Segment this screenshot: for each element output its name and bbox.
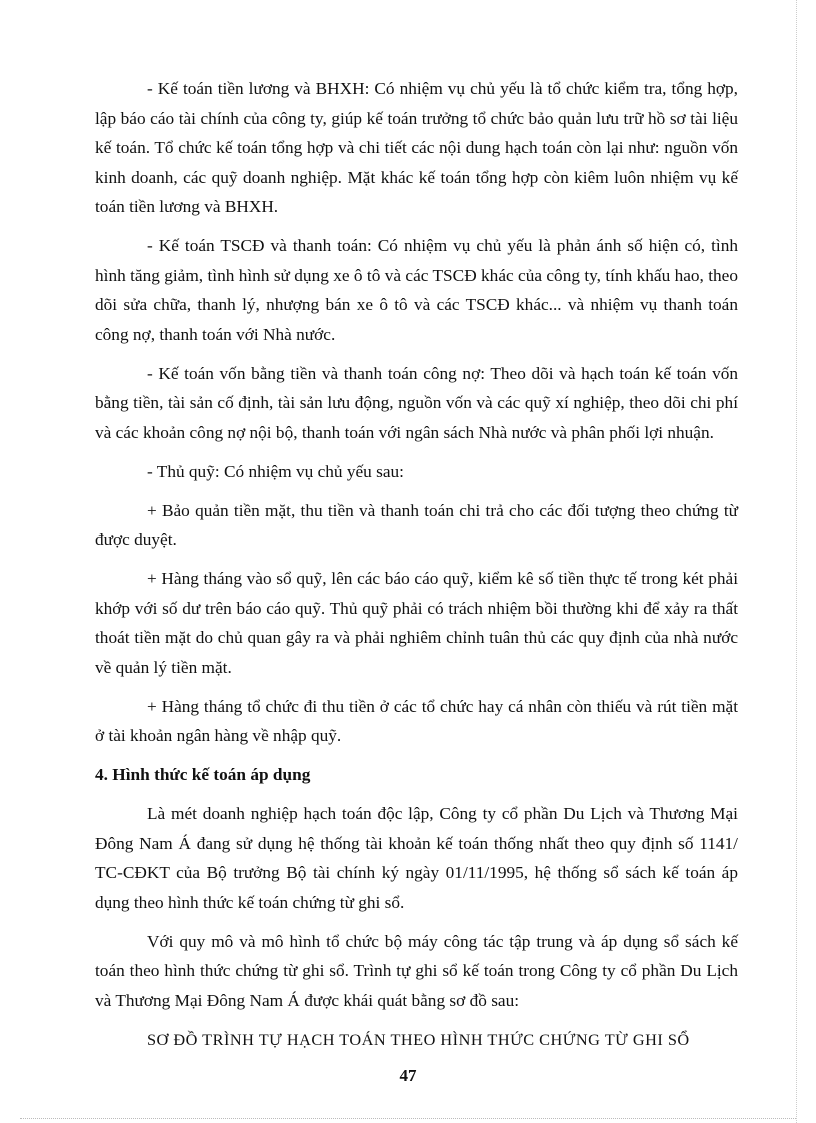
page-number: 47 — [399, 1066, 417, 1085]
document-body — [95, 74, 738, 1054]
paragraph-payroll-accountant: - Kế toán tiền lương và BHXH: Có nhiệm vụ chủ yếu là tổ chức kiểm tra, tổng hợp, lập báo cáo tài chính của công ty, giúp kế toán trưởng tổ chức bảo quản lưu trữ hồ sơ tài liệu kế toán. Tổ chức kế toán tổng hợp và chi tiết các nội dung hạch toán còn lại như: nguồn vốn kinh doanh, các quỹ doanh nghiệp. Mặt khác kế toán tổng hợp còn kiêm luôn nhiệm vụ kế toán tiền lương và BHXH. — [95, 79, 738, 216]
diagram-title: SƠ ĐỒ TRÌNH TỰ HẠCH TOÁN THEO HÌNH THỨC CHỨNG TỪ GHI SỔ — [147, 1029, 690, 1049]
paragraph-recording-sequence: Với quy mô và mô hình tổ chức bộ máy công tác tập trung và áp dụng sổ sách kế toán theo hình thức chứng từ ghi sổ. Trình tự ghi sổ kế toán trong Công ty cổ phần Du Lịch và Thương Mại Đông Nam Á được khái quát bằng sơ đồ sau: — [95, 931, 738, 1010]
paragraph-cashier-duty-1: + Bảo quản tiền mặt, thu tiền và thanh toán chi trả cho các đối tượng theo chứng từ được duyệt. — [95, 500, 738, 549]
paragraph-cashier-duty-2: + Hàng tháng vào sổ quỹ, lên các báo cáo quỹ, kiểm kê số tiền thực tế trong két phải khớp với số dư trên báo cáo quỹ. Thủ quỹ phải có trách nhiệm bồi thường khi để xảy ra thất thoát tiền mặt do chủ quan gây ra và phải nghiêm chỉnh tuân thủ các quy định của nhà nước về quản lý tiền mặt. — [95, 569, 738, 677]
paragraph-accounting-system: Là mét doanh nghiệp hạch toán độc lập, Công ty cổ phần Du Lịch và Thương Mại Đông Nam Á đang sử dụng hệ thống tài khoản kế toán thống nhất theo quy định số 1141/ TC-CĐKT của Bộ trưởng Bộ tài chính ký ngày 01/11/1995, hệ thống sổ sách kế toán áp dụng theo hình thức kế toán chứng từ ghi sổ. — [95, 804, 738, 912]
paragraph-cashier: - Thủ quỹ: Có nhiệm vụ chủ yếu sau: — [147, 461, 404, 481]
paragraph-cash-accountant: - Kế toán vốn bằng tiền và thanh toán công nợ: Theo dõi và hạch toán kế toán vốn bằng tiền, tài sản cố định, tài sản lưu động, nguồn vốn và các quỹ xí nghiệp, theo dõi chi phí và các khoản công nợ nội bộ, thanh toán với ngân sách Nhà nước và phân phối lợi nhuận. — [95, 363, 738, 442]
paragraph-cashier-duty-3: + Hàng tháng tổ chức đi thu tiền ở các tổ chức hay cá nhân còn thiếu và rút tiền mặt ở tài khoản ngân hàng về nhập quỹ. — [95, 696, 738, 745]
page-bottom-rule — [20, 1118, 796, 1119]
section-heading: 4. Hình thức kế toán áp dụng — [95, 765, 311, 784]
margin-guide-line — [796, 0, 797, 1123]
paragraph-fixed-asset-accountant: - Kế toán TSCĐ và thanh toán: Có nhiệm vụ chủ yếu là phản ánh số hiện có, tình hình tăng giảm, tình hình sử dụng xe ô tô và các TSCĐ khác của công ty, tính khấu hao, theo dõi sửa chữa, thanh lý, nhượng bán xe ô tô và các TSCĐ khác... và nhiệm vụ thanh toán công nợ, thanh toán với Nhà nước. — [95, 236, 738, 344]
